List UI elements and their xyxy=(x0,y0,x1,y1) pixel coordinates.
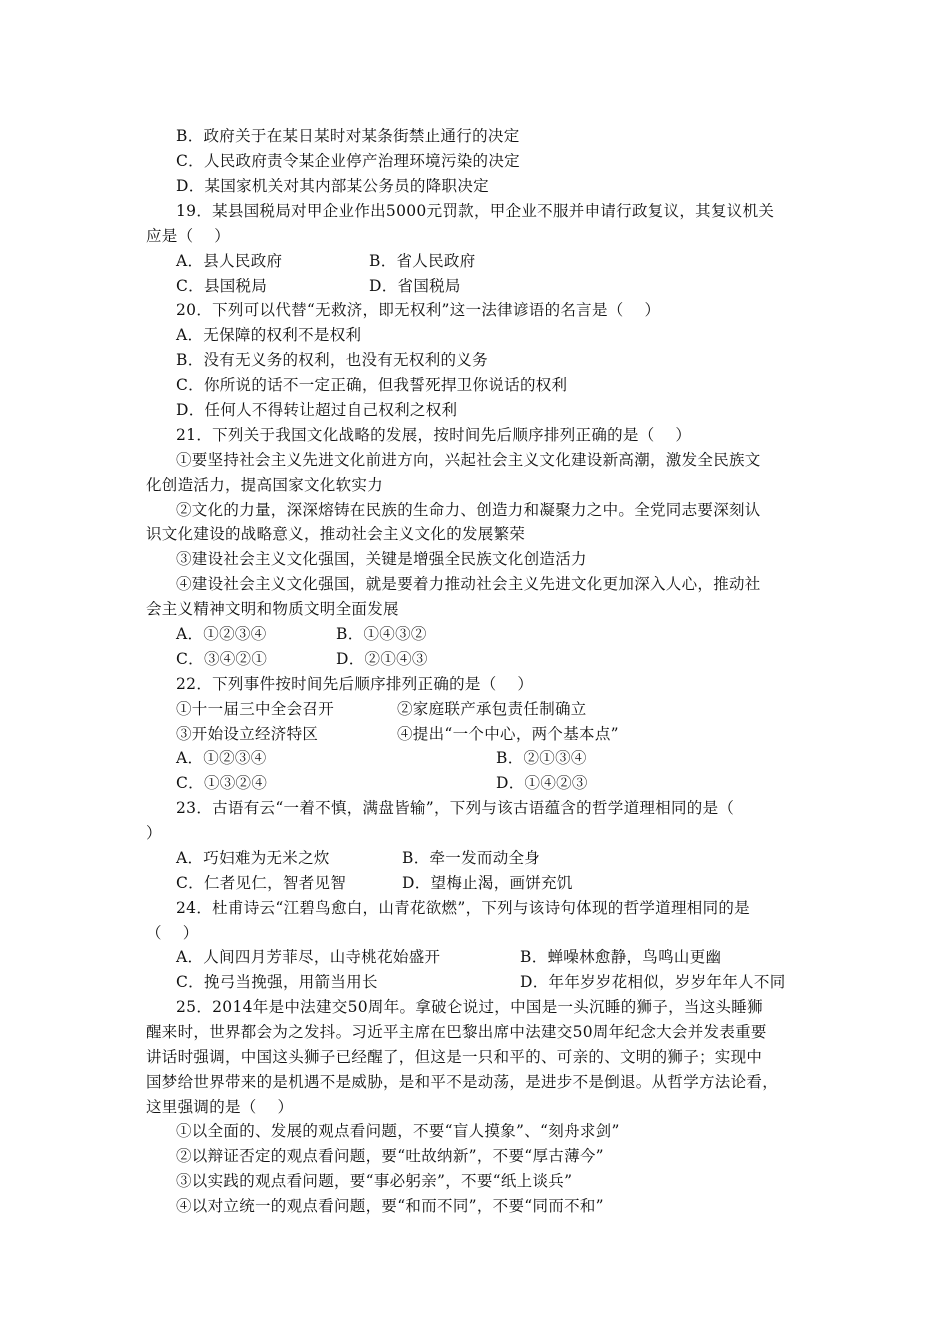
question-23: 23．古语有云“一着不慎，满盘皆输”，下列与该古语蕴含的哲学道理相同的是（ xyxy=(176,799,735,817)
option-line: C．仁者见仁，智者见智 xyxy=(176,874,347,892)
option-line: A．人间四月芳菲尽，山寺桃花始盛开 xyxy=(176,948,441,966)
option-line: D．年年岁岁花相似，岁岁年年人不同 xyxy=(520,973,786,991)
statement-line: ③建设社会主义文化强国，关键是增强全民族文化创造活力 xyxy=(176,550,587,568)
statement-line: 识文化建设的战略意义，推动社会主义文化的发展繁荣 xyxy=(146,525,526,543)
option-line: C．你所说的话不一定正确，但我誓死捍卫你说话的权利 xyxy=(176,376,568,394)
option-line: B．②①③④ xyxy=(496,749,587,767)
option-line: D．望梅止渴，画饼充饥 xyxy=(402,874,573,892)
question-25-cont: 这里强调的是（ ） xyxy=(146,1098,294,1116)
question-19-cont: 应是（ ） xyxy=(146,227,231,245)
option-line: A．①②③④ xyxy=(176,749,267,767)
statement-line: ②文化的力量，深深熔铸在民族的生命力、创造力和凝聚力之中。全党同志要深刻认 xyxy=(176,501,761,519)
option-line: A．县人民政府 xyxy=(176,252,283,270)
option-line: D．任何人不得转让超过自己权利之权利 xyxy=(176,401,458,419)
option-line: C．③④②① xyxy=(176,650,268,668)
question-21: 21．下列关于我国文化战略的发展，按时间先后顺序排列正确的是（ ） xyxy=(176,426,692,444)
option-line: C．人民政府责令某企业停产治理环境污染的决定 xyxy=(176,152,520,170)
statement-line: ④提出“一个中心，两个基本点” xyxy=(397,725,619,743)
option-line: C．①③②④ xyxy=(176,774,268,792)
question-25-cont: 讲话时强调，中国这头狮子已经醒了，但这是一只和平的、可亲的、文明的狮子；实现中 xyxy=(146,1048,763,1066)
question-24: 24．杜甫诗云“江碧鸟愈白，山青花欲燃”，下列与该诗句体现的哲学道理相同的是 xyxy=(176,899,750,917)
question-25-cont: 醒来时，世界都会为之发抖。习近平主席在巴黎出席中法建交50周年纪念大会并发表重要 xyxy=(146,1023,767,1041)
question-24-cont: （ ） xyxy=(146,924,199,942)
option-line: A．①②③④ xyxy=(176,625,267,643)
statement-line: ①十一届三中全会召开 xyxy=(176,700,335,718)
option-line: A．巧妇难为无米之炊 xyxy=(176,849,330,867)
statement-line: ②家庭联产承包责任制确立 xyxy=(397,700,587,718)
statement-line: ①以全面的、发展的观点看问题，不要“盲人摸象”、“刻舟求剑” xyxy=(176,1122,620,1140)
option-line: A．无保障的权利不是权利 xyxy=(176,326,362,344)
question-23-cont: ） xyxy=(146,824,162,842)
question-19: 19．某县国税局对甲企业作出5000元罚款，甲企业不服并申请行政复议，其复议机关 xyxy=(176,202,775,220)
option-line: D．②①④③ xyxy=(336,650,428,668)
statement-line: ①要坚持社会主义先进文化前进方向，兴起社会主义文化建设新高潮，激发全民族文 xyxy=(176,451,761,469)
statement-line: ③开始设立经济特区 xyxy=(176,725,319,743)
option-line: D．①④②③ xyxy=(496,774,588,792)
option-line: B．省人民政府 xyxy=(369,252,476,270)
option-line: B．①④③② xyxy=(336,625,427,643)
option-line: D．某国家机关对其内部某公务员的降职决定 xyxy=(176,177,489,195)
option-line: D．省国税局 xyxy=(369,277,461,295)
option-line: B．政府关于在某日某时对某条街禁止通行的决定 xyxy=(176,127,520,145)
statement-line: 会主义精神文明和物质文明全面发展 xyxy=(146,600,399,618)
question-22: 22．下列事件按时间先后顺序排列正确的是（ ） xyxy=(176,675,534,693)
statement-line: ④建设社会主义文化强国，就是要着力推动社会主义先进文化更加深入人心，推动社 xyxy=(176,575,761,593)
option-line: C．挽弓当挽强，用箭当用长 xyxy=(176,973,378,991)
statement-line: ②以辩证否定的观点看问题，要“吐故纳新”，不要“厚古薄今” xyxy=(176,1147,604,1165)
option-line: B．没有无义务的权利，也没有无权利的义务 xyxy=(176,351,488,369)
option-line: B．牵一发而动全身 xyxy=(402,849,541,867)
statement-line: ④以对立统一的观点看问题，要“和而不同”，不要“同而不和” xyxy=(176,1197,604,1215)
question-25: 25．2014年是中法建交50周年。拿破仑说过，中国是一头沉睡的狮子，当这头睡狮 xyxy=(176,998,763,1016)
statement-line: 化创造活力，提高国家文化软实力 xyxy=(146,476,384,494)
question-25-cont: 国梦给世界带来的是机遇不是威胁，是和平不是动荡，是进步不是倒退。从哲学方法论看， xyxy=(146,1073,779,1091)
option-line: C．县国税局 xyxy=(176,277,268,295)
option-line: B．蝉噪林愈静，鸟鸣山更幽 xyxy=(520,948,722,966)
question-20: 20．下列可以代替“无救济，即无权利”这一法律谚语的名言是（ ） xyxy=(176,301,661,319)
statement-line: ③以实践的观点看问题，要“事必躬亲”，不要“纸上谈兵” xyxy=(176,1172,573,1190)
